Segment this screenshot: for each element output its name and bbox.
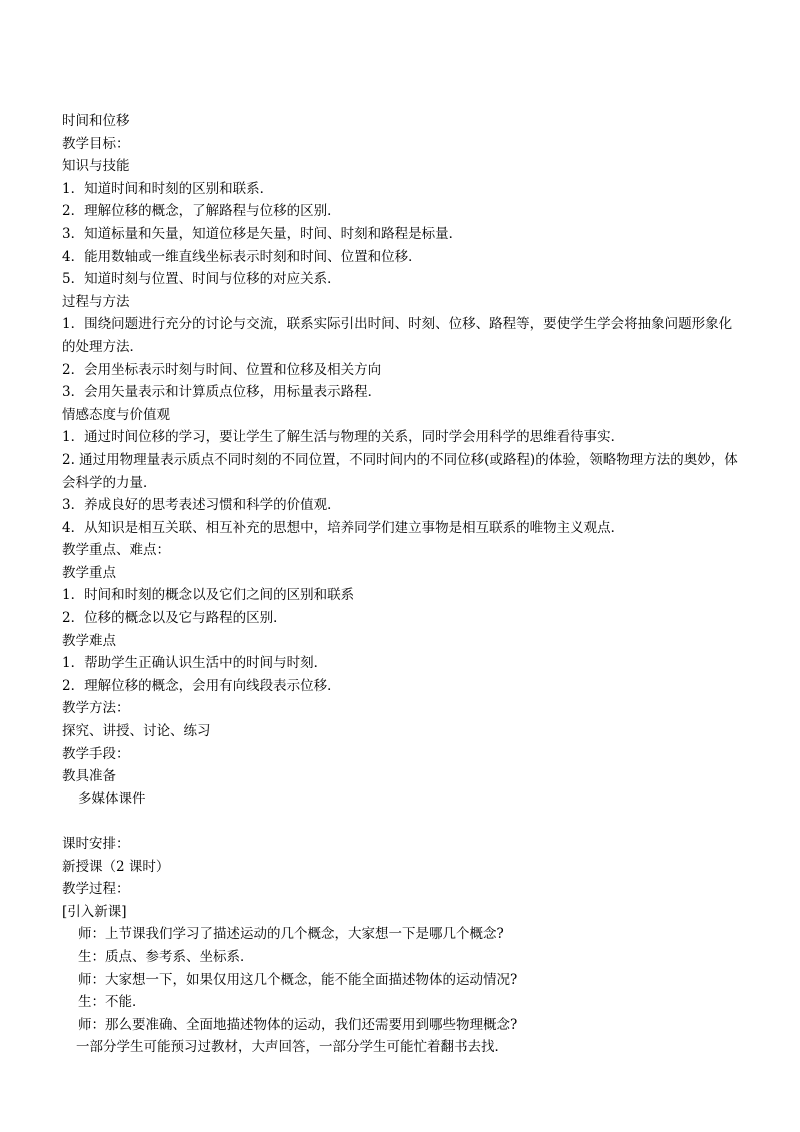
focus-item: 2．位移的概念以及它与路程的区别． (62, 610, 287, 627)
knowledge-item: 3．知道标量和矢量，知道位移是矢量，时间、时刻和路程是标量． (62, 225, 463, 242)
means-heading: 教学手段： (62, 745, 130, 762)
means-sub-heading: 教具准备 (62, 768, 116, 785)
attitude-item: 3．养成良好的思考表述习惯和科学的价值观． (62, 497, 341, 514)
document-page (62, 110, 742, 1059)
knowledge-item: 4．能用数轴或一维直线坐标表示时刻和时间、位置和位移． (62, 248, 422, 265)
dialogue-line: 师：大家想一下，如果仅用这几个概念，能不能全面描述物体的运动情况? (78, 971, 518, 988)
means-text: 多媒体课件 (78, 790, 146, 807)
schedule-heading: 课时安排： (62, 836, 130, 852)
document-title: 时间和位移 (62, 113, 130, 129)
key-points-heading: 教学重点、难点： (62, 542, 170, 559)
difficulty-item: 1．帮助学生正确认识生活中的时间与时刻． (62, 655, 328, 672)
difficulty-heading: 教学难点 (62, 632, 116, 649)
attitude-heading: 情感态度与价值观 (62, 406, 170, 423)
process-heading: 教学过程： (62, 881, 130, 898)
process-method-heading: 过程与方法 (62, 293, 130, 310)
dialogue-line: 生：质点、参考系、坐标系． (78, 948, 254, 965)
knowledge-heading: 知识与技能 (62, 158, 130, 175)
attitude-item: 1．通过时间位移的学习，要让学生了解生活与物理的关系，同时学会用科学的思维看待事实． (62, 429, 625, 446)
dialogue-line: 生：不能． (78, 994, 146, 1011)
methods-heading: 教学方法： (62, 700, 130, 717)
difficulty-item: 2．理解位移的概念，会用有向线段表示位移． (62, 677, 341, 694)
dialogue-line: 师：上节课我们学习了描述运动的几个概念，大家想一下是哪几个概念? (78, 926, 504, 943)
knowledge-item: 1．知道时间和时刻的区别和联系． (62, 180, 274, 197)
focus-item: 1．时间和时刻的概念以及它们之间的区别和联系 (62, 587, 355, 604)
schedule-text: 新授课（2 课时） (62, 858, 170, 875)
blank-line (62, 810, 742, 833)
dialogue-line: 师：那么要准确、全面地描述物体的运动，我们还需要用到哪些物理概念? (78, 1016, 518, 1033)
intro-heading: [引入新课] (62, 903, 127, 920)
knowledge-item: 5．知道时刻与位置、时间与位移的对应关系． (62, 271, 341, 288)
process-note: 一部分学生可能预习过教材，大声回答，一部分学生可能忙着翻书去找． (76, 1039, 508, 1056)
process-method-item: 3．会用矢量表示和计算质点位移，用标量表示路程． (62, 384, 382, 401)
knowledge-item: 2．理解位移的概念，了解路程与位移的区别． (62, 203, 341, 220)
attitude-item: 2. 通过用物理量表示质点不同时刻的不同位置，不同时间内的不同位移(或路程)的体验，领略物理方法的奥妙，体会科学的力量． (62, 451, 738, 491)
focus-heading: 教学重点 (62, 564, 116, 581)
methods-text: 探究、讲授、讨论、练习 (62, 723, 211, 740)
process-method-item: 1．围绕问题进行充分的讨论与交流，联系实际引出时间、时刻、位移、路程等，要使学生学会将抽象问题形象化的处理方法． (62, 316, 733, 355)
teaching-goals-heading: 教学目标： (62, 135, 130, 152)
process-method-item: 2．会用坐标表示时刻与时间、位置和位移及相关方向 (62, 361, 382, 378)
attitude-item: 4．从知识是相互关联、相互补充的思想中，培养同学们建立事物是相互联系的唯物主义观点． (62, 519, 625, 536)
